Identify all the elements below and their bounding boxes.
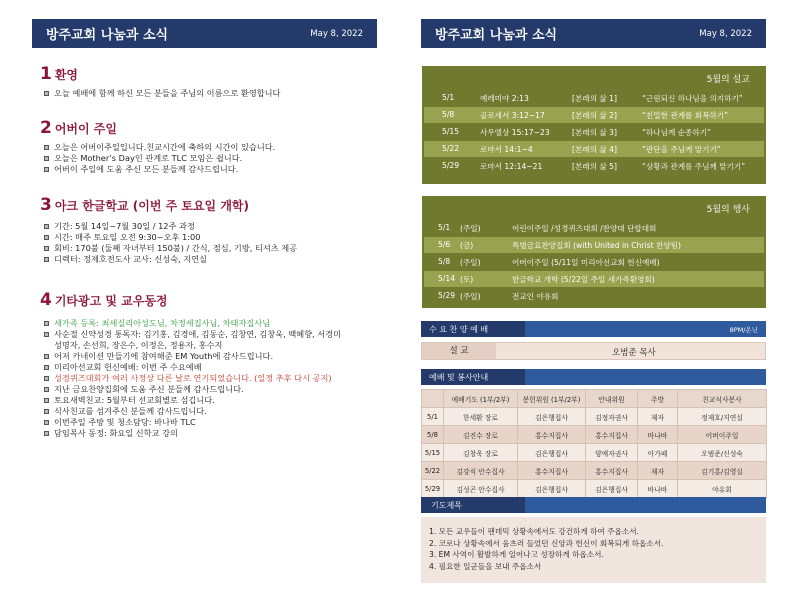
event-day: (주일) — [460, 224, 481, 233]
service-table — [421, 389, 767, 498]
list-item: 미리아선교회 헌신예배: 이번 주 수요예배 — [44, 362, 341, 373]
table-cell: 양예자권사 — [586, 444, 638, 462]
list-item: 토요새벽친교: 5월부터 선교회별로 섬깁니다. — [44, 395, 341, 406]
event-row — [424, 271, 764, 287]
prayer-list — [429, 526, 766, 572]
table-cell: 정재호/지연실 — [678, 408, 767, 426]
preacher-name: 오범준 목사 — [612, 348, 656, 358]
section-title-text: 어버이 주일 — [54, 122, 117, 136]
list-item: 새가족 등록: 최세실리아성도님, 차정세집사님, 차태자집사님 — [44, 318, 341, 329]
list-item: 디렉터: 정제호전도사 교사: 신성숙, 지연실 — [44, 254, 297, 265]
sermon-date: 5/15 — [442, 127, 460, 136]
list-item: 이번주일 주방 및 청소담당: 바나바 TLC — [44, 417, 341, 428]
event-date: 5/8 — [438, 257, 451, 266]
event-day: (토) — [460, 275, 474, 284]
event-date: 5/14 — [438, 274, 456, 283]
event-date: 5/6 — [438, 240, 451, 249]
table-cell: 5/22 — [422, 462, 444, 480]
table-cell: 아가페 — [638, 444, 678, 462]
sermon-row — [424, 90, 764, 106]
wednesday-worship-time: 8PM/온닌 — [729, 326, 758, 334]
right-header-title: 방주교회 나눔과 소식 — [435, 28, 558, 43]
table-cell: 한세환 장로 — [444, 408, 518, 426]
event-desc: 특별금요찬양집회 (with United in Christ 찬양팀) — [512, 241, 681, 250]
table-cell: 야유회 — [678, 480, 767, 498]
table-cell: 바나바 — [638, 480, 678, 498]
sermon-date: 5/29 — [442, 161, 460, 170]
list-item: 어버이 주일에 도움 주신 모든 분들께 감사드립니다. — [44, 164, 275, 175]
preacher-role: 설 교 — [422, 343, 496, 359]
sermon-series: [본래의 삶 1] — [572, 94, 617, 103]
section-title-parents-day — [40, 118, 117, 138]
table-cell: 5/1 — [422, 408, 444, 426]
prayer-item: 1. 모든 교우들이 팬데믹 상황속에서도 강건하게 하여 주옵소서. — [429, 527, 639, 536]
sermon-date: 5/1 — [442, 93, 455, 102]
list-item: 지난 금요찬양집회에 도움 주신 분들께 감사드립니다. — [44, 384, 341, 395]
sermon-text: 로마서 12:14~21 — [480, 162, 543, 171]
sermon-series: [본래의 삶 4] — [572, 145, 617, 154]
table-cell: 홍수지집사 — [518, 426, 586, 444]
table-row — [422, 480, 767, 498]
sermon-series: [본래의 삶 3] — [572, 128, 617, 137]
sermon-row — [424, 107, 764, 123]
sermon-row — [424, 124, 764, 140]
korean-school-list — [44, 221, 297, 265]
list-item: 오늘 예배에 함께 하신 모든 분들을 주님의 이름으로 환영합니다 — [44, 88, 280, 99]
sermon-schedule — [422, 66, 766, 184]
sermon-date: 5/8 — [442, 110, 455, 119]
welcome-list — [44, 88, 280, 99]
sermon-title: “하나님께 순종하기” — [642, 128, 711, 137]
table-cell: 5/8 — [422, 426, 444, 444]
table-row — [422, 444, 767, 462]
table-cell: 김은행집사 — [586, 480, 638, 498]
column-header: 봉헌위원 (1부/2부) — [518, 390, 586, 408]
column-header: 안내위원 — [586, 390, 638, 408]
event-desc: 전교인 야유회 — [512, 292, 559, 301]
event-schedule-title: 5월의 행사 — [706, 205, 750, 215]
column-header: 예배기도 (1부/2부) — [444, 390, 518, 408]
right-header — [421, 19, 766, 48]
table-cell: 김성곤 안수집사 — [444, 480, 518, 498]
prayer-item: 3. EM 사역이 활발하게 일어나고 성장하게 하옵소서. — [429, 550, 604, 559]
table-cell: 김은행집사 — [518, 444, 586, 462]
table-cell: 김진수 장로 — [444, 426, 518, 444]
sermon-row — [424, 141, 764, 157]
sermon-title: “상황과 관계를 주님께 맡기기” — [642, 162, 746, 171]
prayer-item: 4. 필요한 일군들을 보내 주옵소서 — [429, 561, 542, 571]
table-cell: 홍수지집사 — [586, 462, 638, 480]
service-guide-title: 예배 및 봉사안내 — [429, 373, 489, 382]
sermon-row — [424, 158, 764, 174]
wednesday-worship-bar — [421, 321, 766, 337]
event-date: 5/1 — [438, 223, 451, 232]
event-day: (금) — [460, 241, 474, 250]
list-item: 식사친교를 섬겨주신 분들께 감사드립니다. — [44, 406, 341, 417]
event-schedule — [422, 196, 766, 308]
service-guide-bar — [421, 369, 766, 385]
list-item: 사순절 신약성경 통독자: 김기홍, 김경애, 김동순, 김창연, 김창욱, 백혜향, 서경미 — [44, 329, 341, 340]
sermon-date: 5/22 — [442, 144, 460, 153]
event-row — [424, 237, 764, 253]
prayer-item: 2. 코로나 상황속에서 움츠러 들었던 신앙과 헌신이 회복되게 하옵소서. — [429, 538, 664, 548]
list-item: 담임목사 동정: 화요일 신학교 강의 — [44, 428, 341, 439]
section-title-welcome — [40, 64, 78, 84]
table-row — [422, 462, 767, 480]
list-item: 회비: 170불 (둘째 자녀부터 150불) / 간식, 점심, 기방, 티셔츠 제공 — [44, 243, 297, 254]
table-cell: 김은행집사 — [518, 480, 586, 498]
section-number: 4 — [40, 290, 52, 310]
left-header-title: 방주교회 나눔과 소식 — [46, 28, 169, 43]
table-cell: 5/29 — [422, 480, 444, 498]
table-cell: 김강식 안수집사 — [444, 462, 518, 480]
wednesday-worship-row — [421, 342, 766, 360]
section-title-text: 기타광고 및 교우동정 — [54, 294, 168, 308]
sermon-text: 예레미야 2:13 — [480, 94, 529, 103]
left-header — [32, 19, 377, 48]
table-cell: 5/15 — [422, 444, 444, 462]
right-header-date: May 8, 2022 — [699, 28, 752, 39]
event-row — [424, 220, 764, 236]
event-row — [424, 254, 764, 270]
sermon-text: 사무엘상 15:17~23 — [480, 128, 550, 137]
table-cell: 홍수지집사 — [518, 462, 586, 480]
event-day: (주일) — [460, 292, 481, 301]
column-header — [422, 390, 444, 408]
prayer-bar — [421, 497, 766, 513]
list-item: 오늘은 어버이주일입니다.친교시간에 축하의 시간이 있습니다. — [44, 142, 275, 153]
section-number: 3 — [40, 195, 52, 215]
section-title-other-news — [40, 290, 168, 310]
table-row — [422, 426, 767, 444]
list-item: 시간: 매주 토요일 오전 9:30~오후 1:00 — [44, 232, 297, 243]
prayer-box — [421, 517, 766, 583]
section-number: 2 — [40, 118, 52, 138]
table-cell: 재자 — [638, 408, 678, 426]
table-cell: 어버이주일 — [678, 426, 767, 444]
list-item: 기간: 5월 14일~7월 30일 / 12주 과정 — [44, 221, 297, 232]
event-desc: 한글학교 개학 (5/22일 주일 새가족환영회) — [512, 275, 655, 284]
column-header: 친교식사봉사 — [678, 390, 767, 408]
list-item-continued: 성명자, 손선희, 장은수, 이정은, 정용자, 홍수지 — [54, 340, 223, 350]
section-title-text: 아크 한글학교 (이번 주 토요일 개학) — [54, 199, 249, 213]
table-header-row — [422, 390, 767, 408]
event-date: 5/29 — [438, 291, 456, 300]
left-header-date: May 8, 2022 — [310, 28, 363, 39]
sermon-series: [본래의 삶 5] — [572, 162, 617, 171]
table-cell: 재자 — [638, 462, 678, 480]
section-number: 1 — [40, 64, 52, 84]
table-row — [422, 408, 767, 426]
other-news-list — [44, 318, 341, 439]
parents-day-list — [44, 142, 275, 175]
sermon-text: 로마서 14:1~4 — [480, 145, 533, 154]
event-desc: 어린이주일 /성경퀴즈대회 /찬양대 단합대회 — [512, 224, 657, 233]
sermon-title: “근원되신 하나님을 의지하기” — [642, 94, 743, 103]
sermon-series: [본래의 삶 2] — [572, 111, 617, 120]
prayer-title: 기도제목 — [431, 501, 462, 510]
sermon-title: “친밀한 관계를 회복하기” — [642, 111, 729, 120]
table-cell: 김정자권사 — [586, 408, 638, 426]
section-title-korean-school — [40, 195, 249, 215]
table-cell: 김은행집사 — [518, 408, 586, 426]
table-cell: 바나바 — [638, 426, 678, 444]
list-item: 오늘은 Mother’s Day인 관계로 TLC 모임은 쉽니다. — [44, 153, 275, 164]
table-cell: 오범준/신성숙 — [678, 444, 767, 462]
sermon-title: “판단을 주님께 맡기기” — [642, 145, 721, 154]
event-row — [424, 288, 764, 304]
event-desc: 어버이주일 (5/11일 미리아선교회 헌신예배) — [512, 258, 660, 267]
list-item: 성경퀴즈대회가 여러 사정상 다른 날로 연기되었습니다. (일정 추후 다시 공지) — [44, 373, 341, 384]
event-day: (주일) — [460, 258, 481, 267]
wednesday-worship-title: 수 요 찬 양 예 배 — [429, 325, 489, 334]
column-header: 주방 — [638, 390, 678, 408]
sermon-schedule-title: 5월의 설교 — [706, 75, 750, 85]
table-cell: 홍수지집사 — [586, 426, 638, 444]
table-cell: 김창욱 장로 — [444, 444, 518, 462]
table-cell: 김기홍/김영실 — [678, 462, 767, 480]
section-title-text: 환영 — [54, 68, 79, 82]
sermon-text: 골로새서 3:12~17 — [480, 111, 545, 120]
list-item: 어저 카네이션 만들기에 참여해준 EM Youth에 감사드립니다. — [44, 351, 341, 362]
